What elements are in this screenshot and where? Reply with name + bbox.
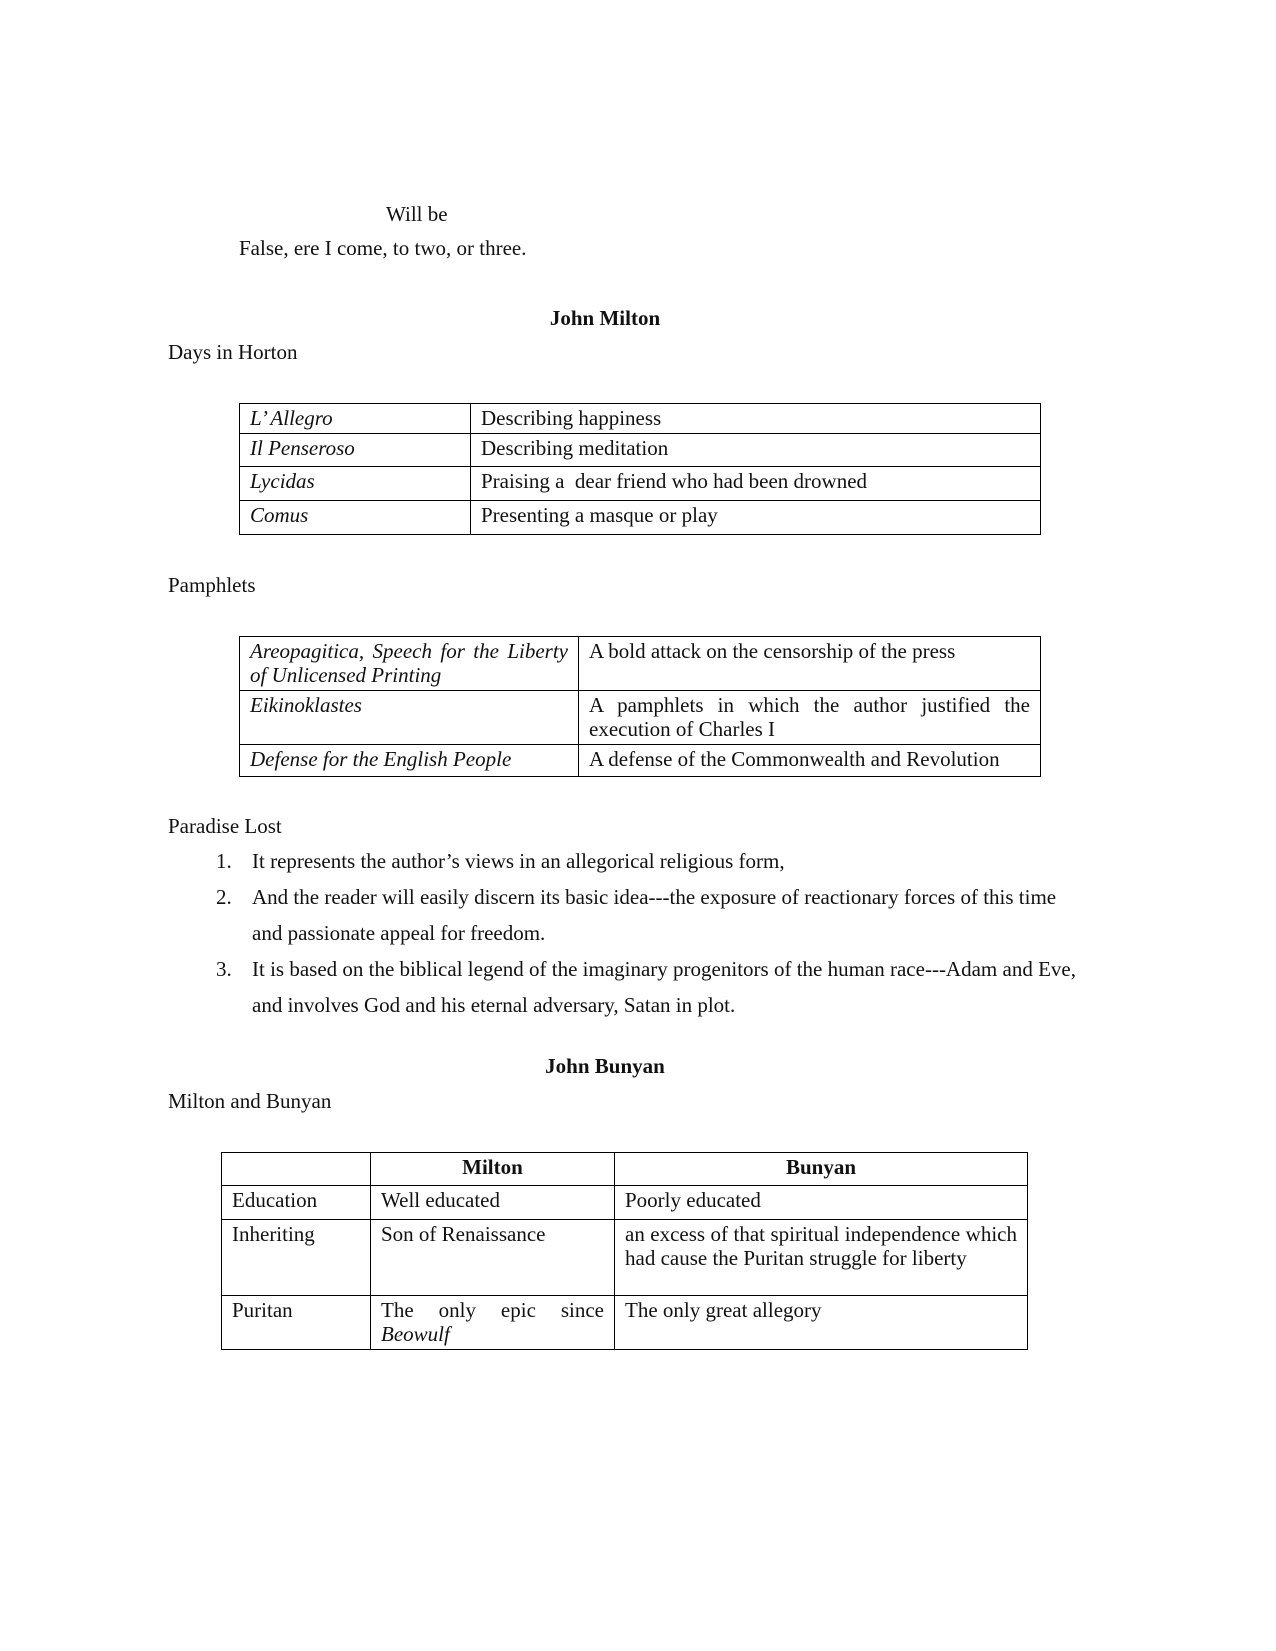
bunyan-cell: The only great allegory	[615, 1296, 1028, 1350]
milton-cell: Well educated	[371, 1186, 615, 1220]
work-cell: L’ Allegro	[240, 404, 471, 434]
milton-heading: John Milton	[549, 306, 661, 330]
table-row	[240, 467, 1041, 501]
table-row	[240, 434, 1041, 467]
comparison-table	[221, 1152, 1028, 1350]
work-line: Areopagitica, Speech for the Liberty of Unlicensed Printing	[250, 639, 568, 687]
desc-cell: Describing happiness	[471, 404, 1041, 434]
work-cell: Defense for the English People	[240, 745, 579, 777]
aspect-cell: Puritan	[222, 1296, 371, 1350]
poem-line-2: False, ere I come, to two, or three.	[239, 236, 527, 260]
work-cell: Comus	[240, 501, 471, 535]
poem-line-1: Will be	[386, 202, 448, 226]
bunyan-cell: an excess of that spiritual independence which had cause the Puritan struggle for liberty	[615, 1220, 1028, 1296]
bunyan-cell: Poorly educated	[615, 1186, 1028, 1220]
table-row	[240, 404, 1041, 434]
work-cell: Eikinoklastes	[240, 691, 579, 745]
table-header-row	[222, 1153, 1028, 1186]
table-row	[222, 1220, 1028, 1296]
milton-cell: Son of Renaissance	[371, 1220, 615, 1296]
desc-cell: A defense of the Commonwealth and Revolution	[579, 745, 1041, 777]
bunyan-heading: John Bunyan	[545, 1054, 665, 1078]
paradise-lost-label: Paradise Lost	[168, 814, 282, 838]
table-row	[222, 1186, 1028, 1220]
table-row	[222, 1296, 1028, 1350]
desc-cell: Describing meditation	[471, 434, 1041, 467]
list-item: 1. It represents the author’s views in an allegorical religious form,	[216, 849, 785, 873]
work-cell: Il Penseroso	[240, 434, 471, 467]
horton-label: Days in Horton	[168, 340, 298, 364]
table-row	[240, 501, 1041, 535]
list-item: 2. And the reader will easily discern its basic idea---the exposure of reactionary forces of this time and passionate appeal for freedom.	[216, 885, 1057, 945]
paradise-lost-list	[210, 843, 1090, 1023]
desc-cell: A bold attack on the censorship of the press	[579, 637, 1041, 691]
work-cell: Lycidas	[240, 467, 471, 501]
aspect-cell: Inheriting	[222, 1220, 371, 1296]
horton-table	[239, 403, 1041, 535]
desc-cell: A pamphlets in which the author justified the execution of Charles I	[579, 691, 1041, 745]
table-row	[240, 745, 1041, 777]
table-row	[240, 637, 1041, 691]
aspect-cell: Education	[222, 1186, 371, 1220]
beowulf-title: Beowulf	[381, 1322, 450, 1346]
header-bunyan: Bunyan	[615, 1153, 1028, 1186]
header-blank-cell	[222, 1153, 371, 1186]
pamphlets-table	[239, 636, 1041, 777]
milton-cell-text: The only epic since	[381, 1298, 604, 1322]
desc-cell: Presenting a masque or play	[471, 501, 1041, 535]
table-row	[240, 691, 1041, 745]
milton-cell	[371, 1296, 615, 1350]
pamphlets-label: Pamphlets	[168, 573, 256, 597]
desc-cell: Praising a dear friend who had been drowned	[471, 467, 1041, 501]
work-cell	[240, 637, 579, 691]
list-item: 3. It is based on the biblical legend of the imaginary progenitors of the human race---Adam and Eve, and involves God and his eternal adversary, Satan in plot.	[216, 957, 1076, 1017]
comparison-label: Milton and Bunyan	[168, 1089, 332, 1113]
header-milton: Milton	[371, 1153, 615, 1186]
